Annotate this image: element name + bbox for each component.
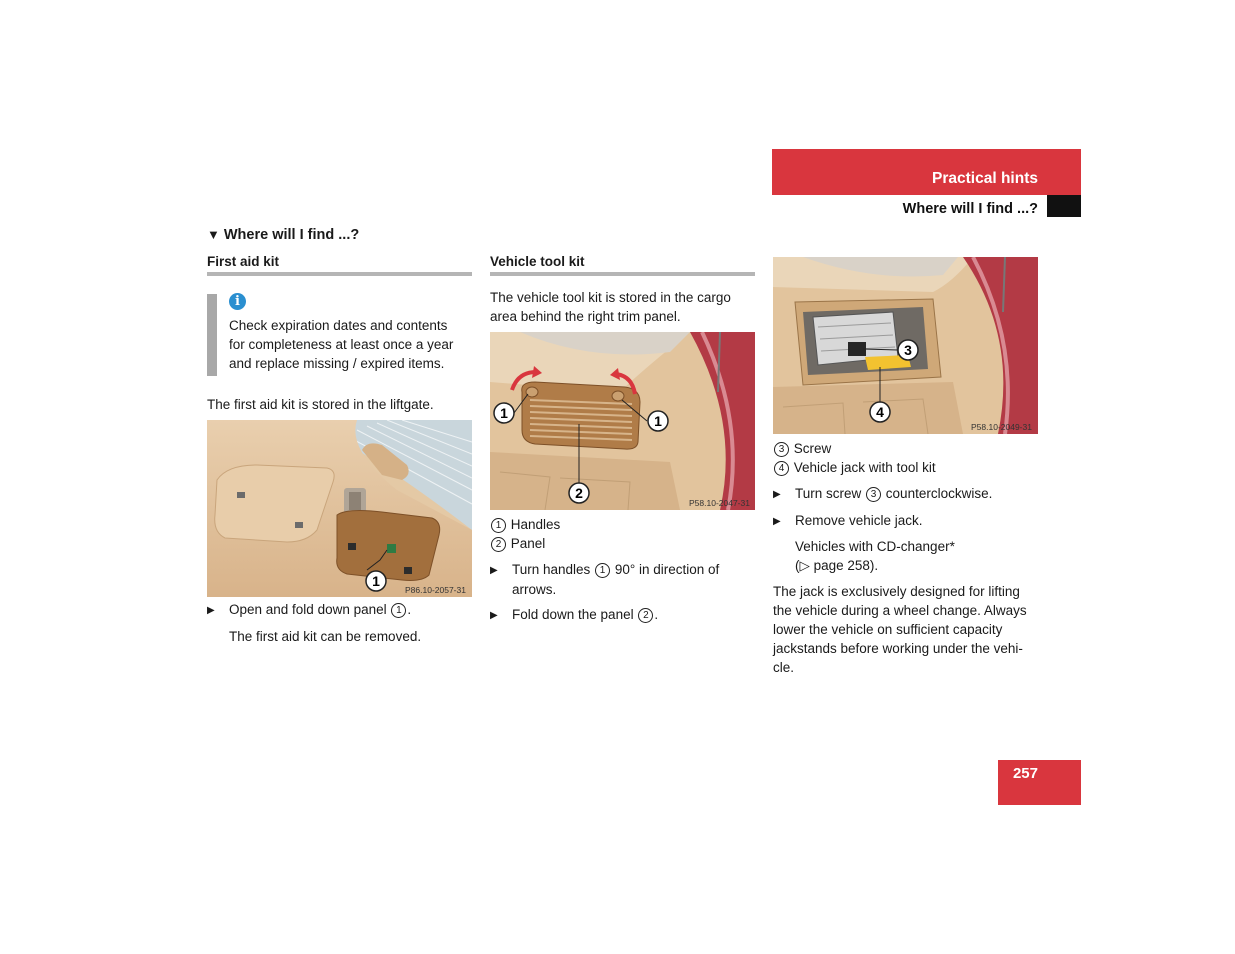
triangle-bullet-icon: ▶ <box>490 610 498 621</box>
tool-kit-step-1 <box>490 560 755 599</box>
jack-step-2 <box>773 511 923 531</box>
section-marker-icon: ▼ <box>207 227 220 242</box>
triangle-bullet-icon: ▶ <box>490 565 498 576</box>
first-aid-step <box>207 600 411 620</box>
section-title-text: Where will I find ...? <box>223 227 360 243</box>
note-line: Vehicles with CD-changer* <box>795 539 955 554</box>
para-line: The jack is exclusively designed for lifting <box>773 584 1020 599</box>
step-text: Turn handles <box>512 562 591 577</box>
callout-number: 4 <box>876 404 884 420</box>
legend-label: Handles <box>510 517 561 532</box>
callout-number: 1 <box>500 405 508 421</box>
tool-kit-panel-figure <box>490 332 755 510</box>
heading-rule <box>490 272 755 276</box>
callout-ref: 3 <box>866 487 881 502</box>
legend-label: Vehicle jack with tool kit <box>793 460 936 475</box>
header-subsection-title: Where will I find ...? <box>902 201 1038 217</box>
para-line: the vehicle during a wheel change. Always <box>773 603 1027 618</box>
callout-number: 3 <box>904 342 912 358</box>
callout-number: 2 <box>575 485 583 501</box>
figure-code: P58.10-2047-31 <box>689 498 750 508</box>
callout-ref: 1 <box>595 563 610 578</box>
legend-label: Screw <box>793 441 832 456</box>
para-line: cle. <box>773 660 795 675</box>
cd-changer-note <box>795 537 955 575</box>
legend-number: 3 <box>774 442 789 457</box>
step-punct: . <box>654 607 659 622</box>
figure-code: P58.10-2049-31 <box>971 422 1032 432</box>
triangle-bullet-icon: ▶ <box>207 605 215 616</box>
info-icon: i <box>229 293 246 310</box>
info-note <box>229 316 474 373</box>
legend-item <box>490 534 560 553</box>
first-aid-location-text: The first aid kit is stored in the liftgate. <box>207 397 434 412</box>
vehicle-jack-figure <box>773 257 1038 434</box>
para-line: jackstands before working under the vehi- <box>773 641 1023 656</box>
info-line: and replace missing / expired items. <box>229 356 445 371</box>
legend-number: 4 <box>774 461 789 476</box>
first-aid-kit-figure <box>207 420 472 597</box>
tool-kit-legend <box>490 515 560 553</box>
intro-line: The vehicle tool kit is stored in the cargo <box>490 290 731 305</box>
callout-number: 1 <box>372 573 380 589</box>
triangle-bullet-icon: ▶ <box>773 489 781 500</box>
tool-kit-step-2 <box>490 605 658 625</box>
figure-code: P86.10-2057-31 <box>405 585 466 595</box>
step-punct: . <box>407 602 412 617</box>
step-text: Open and fold down panel <box>229 602 387 617</box>
step-text: 90° in direction of <box>614 562 720 577</box>
callout-number: 1 <box>654 413 662 429</box>
legend-number: 1 <box>491 518 506 533</box>
info-line: for completeness at least once a year <box>229 337 454 352</box>
heading-rule <box>207 272 472 276</box>
step-text: Turn screw <box>795 486 862 501</box>
info-line: Check expiration dates and contents <box>229 318 448 333</box>
para-line: lower the vehicle on sufficient capacity <box>773 622 1003 637</box>
legend-item <box>490 515 560 534</box>
legend-number: 2 <box>491 537 506 552</box>
first-aid-heading: First aid kit <box>207 254 280 269</box>
legend-label: Panel <box>510 536 546 551</box>
legend-item <box>773 458 936 477</box>
step-text: arrows. <box>512 582 557 597</box>
step-text: counterclockwise. <box>885 486 993 501</box>
header-section-title: Practical hints <box>932 170 1038 187</box>
header-thumb-marker <box>1047 195 1081 217</box>
legend-item <box>773 439 936 458</box>
page-number: 257 <box>1012 765 1038 782</box>
tool-kit-heading: Vehicle tool kit <box>490 254 585 269</box>
intro-line: area behind the right trim panel. <box>490 309 681 324</box>
section-title <box>207 227 359 243</box>
first-aid-note: The first aid kit can be removed. <box>229 629 422 644</box>
tool-kit-intro <box>490 288 755 326</box>
step-text: Fold down the panel <box>512 607 634 622</box>
jack-step-1 <box>773 484 992 504</box>
triangle-bullet-icon: ▶ <box>773 516 781 527</box>
page-reference-link[interactable]: (▷ page 258). <box>795 558 879 573</box>
step-text: Remove vehicle jack. <box>795 513 923 528</box>
jack-legend <box>773 439 936 477</box>
callout-ref: 2 <box>638 608 653 623</box>
jack-warning-paragraph <box>773 582 1043 677</box>
callout-ref: 1 <box>391 603 406 618</box>
info-box-bar <box>207 294 217 376</box>
